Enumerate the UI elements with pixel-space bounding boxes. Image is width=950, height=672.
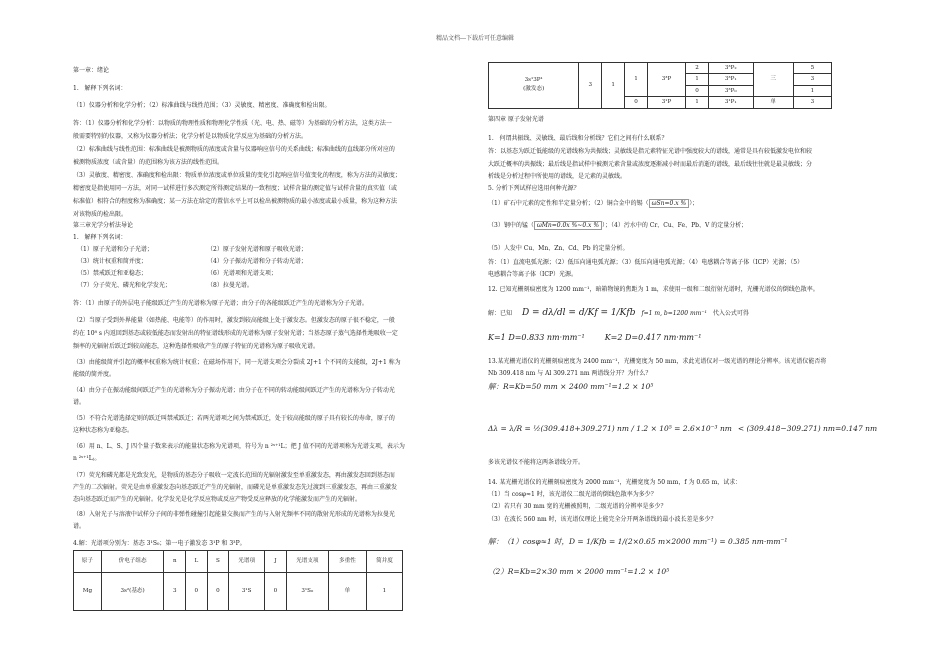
answer-text: 大跃迁概率的共振线；最后线是指试样中被测元素含量或浓度逐渐减小时而最后消逝的谱线，最后线往往就是最灵敏线；分 <box>488 161 813 168</box>
table-cell: 三 <box>753 63 793 97</box>
answer-text: 谱。 <box>73 523 86 530</box>
answer-text: 精密度是指使用同一方法，对同一试样进行多次测定所得测定结果的一致程度；试样含量的测定值与试样含量的真实值（或 <box>73 185 398 192</box>
result-k1: K=1 D=0.833 nm·mm⁻¹ <box>488 333 585 342</box>
answer-text: 答：（1）直流电弧光源；（2）低压向通电弧光源；（3）低压向通电弧光源；（4）电感耦合等离子体（ICP）光源；（5） <box>488 259 804 266</box>
table-header: 光谱支项 <box>286 551 328 573</box>
question-14: 14. 某光栅光谱仪的光栅刻痕密度为 2000 mm⁻¹，光栅宽度为 50 mm，f 为 0.65 m，试求： <box>488 479 742 486</box>
mass-fraction-formula: ωMn=0.0x %~0.x % <box>534 221 602 230</box>
table-cell: 0 <box>186 573 208 611</box>
term-item: （7）分子荧光、磷光和化学发光； <box>77 282 171 289</box>
table-header: 光谱项 <box>229 551 265 573</box>
table-header: L <box>186 551 208 573</box>
resolution-formula: 解：R=Kb=50 mm × 2400 mm⁻¹=1.2 × 10⁵ <box>488 382 654 391</box>
question-14: （1）当 cosφ≈1 时，该光谱仪二级光谱的倒线色散率为多少？ <box>488 491 657 498</box>
table-cell: 0 <box>265 573 287 611</box>
answer-text: 多该光谱仪不能将这两条谱线分开。 <box>488 459 585 466</box>
answer-text: 产生的二次辐射。荧光是由单重激发态向基态跃迁产生的光辐射，而磷光是单重激发态先过渡到三重激发态，再由三重激发 <box>73 484 398 491</box>
table-cell: 3¹S₀ <box>286 573 328 611</box>
text-fragment: ）； <box>689 200 699 207</box>
chapter4-title: 第四章 原子发射光谱 <box>488 116 544 123</box>
table-header-row <box>74 551 403 573</box>
table-cell <box>489 63 579 109</box>
question-5: 5. 分析下列试样应选用何种光源？ <box>488 185 580 192</box>
table-row <box>74 573 403 611</box>
table-cell: 5 <box>793 63 831 74</box>
table-cell: 3³P₁ <box>708 74 753 85</box>
table-cell: 1 <box>366 573 402 611</box>
spectral-term-table-continued <box>488 62 832 109</box>
table-cell: 0 <box>686 85 709 96</box>
question-14: （2）若只有 30 mm 宽的光栅被照明，二级光谱的分辨率是多少？ <box>488 503 667 510</box>
equation-13 <box>488 424 877 435</box>
term-item: （4）分子振动光谱和分子转动光谱； <box>207 258 307 265</box>
table-cell: 3¹P₁ <box>708 97 753 108</box>
answer-text: （2）当原子受到外界能量（如热能、电能等）的作用时，激发到较高能级上处于激发态。但激发态的原子很不稳定，一般 <box>73 317 395 324</box>
question-1-items: （1）仪器分析和化学分析；（2）标准曲线与线性范围；（3）灵敏度、精密度、准确度和检出限。 <box>73 102 331 109</box>
table-cell: 1 <box>625 63 648 97</box>
text-fragment: ）；（4）污水中的 Cr、Cu、Fe、Pb、V 的定量分析； <box>602 222 748 229</box>
answer-text: （4）由分子在振动能级间跃迁产生的光谱称为分子振动光谱；由分子在不同的转动能级间跃迁产生的光谱称为分子转动光 <box>73 387 395 394</box>
table-cell: 0 <box>207 573 229 611</box>
answer-text: 态向基态跃迁而产生的光辐射。化学发光是化学反应物或反应产物受反应释放的化学能激发而产生的光辐射。 <box>73 496 362 503</box>
question-14: （3）在波长 560 nm 时，该光谱仪理论上能完全分开两条谱线的最小波长差是多少？ <box>488 516 717 523</box>
answer-text: 谱。 <box>73 399 86 406</box>
dispersion-formula: D = dλ/dl = d/Kf = 1/Kfb <box>521 308 636 318</box>
term-item: （3）统计权重和简并度； <box>77 258 147 265</box>
table-cell: 1 <box>686 74 709 85</box>
table-cell: 3 <box>793 97 831 108</box>
question-3: 1. 解释下列名词： <box>73 234 127 241</box>
table-header: 原子 <box>74 551 102 573</box>
answer-text: 能级的简并度。 <box>73 371 116 378</box>
table-header: S <box>207 551 229 573</box>
answer-text: （5）不符合光谱选择定则的跃迁叫禁戒跃迁；若两光谱项之间为禁戒跃迁，处于较高能级的原子具有较长的寿命，原子的 <box>73 415 395 422</box>
resolution-result-formula: （2）R=Kb=2×30 mm × 2000 mm⁻¹=1.2 × 10⁵ <box>488 567 670 576</box>
result-k2: K=2 D=0.417 nm·mm⁻¹ <box>604 333 702 342</box>
question-1: 1. 何谓共振线、灵敏线、最后线和分析线？它们之间有什么联系？ <box>488 135 668 142</box>
table-cell: 3 <box>793 74 831 85</box>
answer-text: （6）用 n、L、S、J 四个量子数来表示的能量状态称为光谱项，符号为 n ²ˢ⁺¹L；把 J 值不同的光谱项称为光谱支项，表示为 <box>73 443 405 450</box>
table-cell: 3³P₀ <box>708 85 753 96</box>
table-header: 多重性 <box>328 551 366 573</box>
answer-text: 电感耦合等离子体（ICP）光源。 <box>488 271 577 278</box>
term-item: （5）禁戒跃迁和亚稳态； <box>77 270 147 277</box>
table-cell: 单 <box>753 97 793 108</box>
answer-text: （3）由能级简并引起的概率权重称为统计权重；在磁场作用下，同一光谱支项会分裂成 2J+1 个不同的支能级，2J+1 称为 <box>73 359 401 366</box>
equation-12-results <box>488 333 701 344</box>
question-13: 13.某光栅光谱仪的光栅刻痕密度为 2400 mm⁻¹，光栅宽度为 50 mm，求此光谱仪对一级光谱的理论分辨率。该光谱仪能否将 <box>488 358 827 365</box>
chapter1-title: 第一章：绪论 <box>73 67 110 74</box>
table-cell: 2 <box>686 63 709 74</box>
question-5-line: （5）人发中 Cu、Mn、Zn、Cd、Pb 的定量分析。 <box>488 245 629 252</box>
table-row <box>489 63 832 74</box>
table-header: J <box>265 551 287 573</box>
config-text: 3s¹3P¹ <box>524 77 543 84</box>
answer-text: 被测物质浓度（或含量）的范围称为该方法的线性范围。 <box>73 159 224 166</box>
text-fragment: 解：已知 <box>488 310 513 317</box>
question-4-answer: 4.解：光谱项分别为：基态 3¹S₀；第一电子激发态 3¹P 和 3³P。 <box>73 540 246 547</box>
answer-text: 析线是分析过程中所使用的谱线，是元素的灵敏线。 <box>488 173 627 180</box>
table-header: 简并度 <box>366 551 402 573</box>
equation-12 <box>488 308 749 319</box>
question-5-line <box>488 221 747 231</box>
mass-fraction-formula: ωSn=0.x % <box>649 199 690 208</box>
config-text: (激发态) <box>523 86 545 93</box>
comparison-formula: < (309.418−309.271) nm=0.147 nm <box>737 424 878 433</box>
text-fragment: （3）钢中的锰（ <box>488 222 534 229</box>
table-cell: 3³P <box>647 63 685 97</box>
answer-text: 频率的光辐射后跃迁到较高能态，这种选择性吸收产生的原子特征的光谱称为原子吸收光谱。 <box>73 343 320 350</box>
answer-text: 般需要特别的仪器，又称为仪器分析法；化学分析是以物质化学反应为基础的分析方法。 <box>73 133 308 140</box>
answer-text: （7）荧光和磷光都是光致发光，是物质的基态分子吸收一定波长范围的光辐射激发至单重激发态，再由激发态回到基态而 <box>73 472 395 479</box>
table-cell: 单 <box>328 573 366 611</box>
table-cell: 3 <box>164 573 186 611</box>
question-12: 12. 已知光栅刻痕密度为 1200 mm⁻¹，暗箱物镜的焦距为 1 m，求使用一级和二级衍射光谱时，光栅光谱仪的倒线色散率。 <box>488 286 819 293</box>
table-cell: Mg <box>74 573 102 611</box>
spectral-term-table <box>73 550 403 611</box>
table-cell: 1 <box>686 97 709 108</box>
answer-text: 答：（1）仪器分析和化学分析：以物质的物理性质和物理化学性质（光、电、热、磁等）为基础的分析方法，这类方法一 <box>73 120 392 127</box>
table-cell: 3¹P <box>647 97 685 108</box>
answer-text: （2）标准曲线与线性范围：标准曲线是被测物质的浓度或含量与仪器响应信号的关系曲线；标准曲线的直线部分所对应的 <box>73 146 395 153</box>
text-fragment: （1）矿石中元素的定性和半定量分析；（2）铜合金中的锡（ <box>488 200 649 207</box>
table-cell: 3¹S <box>229 573 265 611</box>
page-header: 精品文档---下载后可任意编辑 <box>435 35 515 42</box>
answer-text: 答：以基态为跃迁低能级的光谱线称为共振线；灵敏线是指元素特征光谱中强度较大的谱线，通常是具有较低激发电位和较 <box>488 148 813 155</box>
given-values: f=1 m, b=1200 mm⁻¹ <box>641 310 707 317</box>
table-cell: 1 <box>793 85 831 96</box>
term-item: （6）光谱项和光谱支项； <box>207 270 277 277</box>
answer-text: （3）灵敏度、精密度、准确度和检出限：物质单位浓度或单位质量的变化引起响应信号值变化的程度，称为方法的灵敏度； <box>73 172 401 179</box>
text-fragment: 代入公式可得 <box>712 310 749 317</box>
question-5-line <box>488 199 698 209</box>
dispersion-result-formula: 解：（1）cosφ≈1 时，D = 1/Kfb = 1/(2×0.65 m×2000 mm⁻¹) = 0.385 nm·mm⁻¹ <box>488 537 788 546</box>
wavelength-difference-formula: Δλ = λ/R = ½(309.418+309.271) nm / 1.2 × 10⁵ = 2.6×10⁻³ nm <box>488 424 732 433</box>
table-cell: 3s²(基态) <box>101 573 164 611</box>
term-item: （8）拉曼光谱。 <box>207 282 253 289</box>
answer-text: 约在 10⁸ s 内返回到基态或较低能态而发射出的特征谱线形成的光谱称为原子发射光谱；当基态原子蒸气选择性地吸收一定 <box>73 330 398 337</box>
question-1: 1. 解释下列名词： <box>73 85 127 92</box>
table-header: 价电子组态 <box>101 551 164 573</box>
table-cell: 3³P₂ <box>708 63 753 74</box>
answer-text: 这种状态称为亚稳态。 <box>73 427 134 434</box>
answer-text: 对该物质的检出限。 <box>73 211 128 218</box>
term-item: （1）原子光谱和分子光谱； <box>77 246 153 253</box>
table-cell: 1 <box>602 63 625 109</box>
table-cell: 0 <box>625 97 648 108</box>
table-cell: 3 <box>579 63 602 109</box>
chapter3-title: 第三章光学分析法导论 <box>73 222 134 229</box>
answer-text: 答：（1）由原子的外层电子能级跃迁产生的光谱称为原子光谱；由分子的各能级跃迁产生的光谱称为分子光谱。 <box>73 300 368 307</box>
answer-text: 标准值）相符合的程度称为准确度；某一方法在给定的置信水平上可以检出被测物质的最小浓度或最小质量，称为这种方法 <box>73 198 398 205</box>
term-item: （2）原子发射光谱和原子吸收光谱； <box>207 246 307 253</box>
answer-text: （8）入射光子与溶液中试样分子间的非弹性碰撞引起能量交换而产生的与入射光频率不同的散射光形成的光谱称为拉曼光 <box>73 511 395 518</box>
answer-text: n ²ˢ⁺¹Lⱼ。 <box>73 455 101 462</box>
table-header: n <box>164 551 186 573</box>
question-13: Nb 309.418 nm 与 Al 309.271 nm 两谱线分开？为什么？ <box>488 370 652 377</box>
